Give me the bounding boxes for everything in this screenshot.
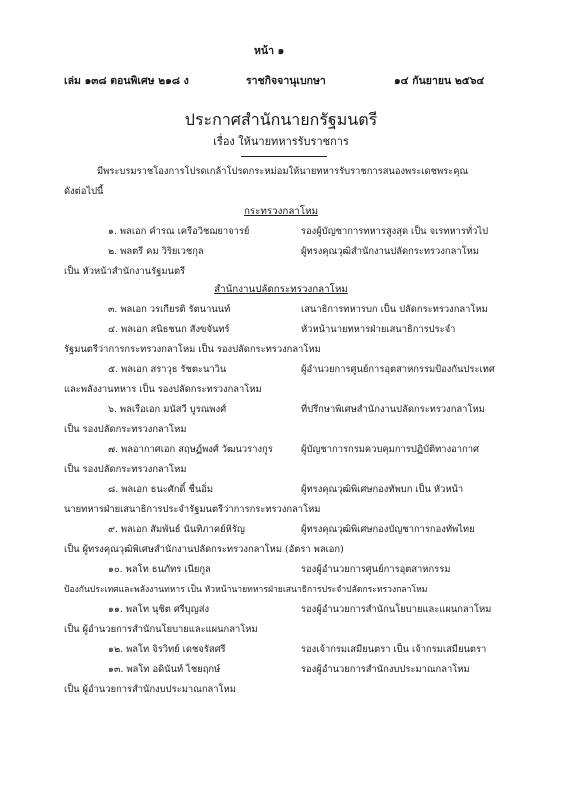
officer-position: รองผู้บัญชาการทหารสูงสุด เป็น จเรทหารทั่วไป [301, 226, 489, 237]
officer-position: ผู้บัญชาการกรมควบคุมการปฏิบัติทางอากาศ [301, 444, 479, 455]
officer-name: ๓. พลเอก วรเกียรติ รัตนานนท์ [108, 304, 231, 315]
volume-info: เล่ม ๑๓๘ ตอนพิเศษ ๒๑๘ ง [64, 75, 189, 87]
officer-position: ที่ปรึกษาพิเศษสำนักงานปลัดกระทรวงกลาโหม [301, 404, 485, 415]
officer-position-continuation: เป็น รองปลัดกระทรวงกลาโหม [64, 424, 187, 435]
list-item [64, 602, 501, 622]
officer-position: รองผู้อำนวยการสำนักงบประมาณกลาโหม [301, 664, 470, 675]
officer-name: ๑. พลเอก คำรณ เครือวิชฌยาจารย์ [108, 226, 250, 237]
officer-name: ๔. พลเอก สนิธชนก สังขจันทร์ [108, 324, 230, 335]
officer-position: หัวหน้านายทหารฝ่ายเสนาธิการประจำ [301, 324, 456, 335]
officer-name: ๑๒. พลโท จิรวิทย์ เดชจรัสศรี [108, 644, 226, 655]
title-divider [241, 156, 327, 157]
officer-name: ๕. พลเอก สราวุธ รัชตะนาวิน [108, 364, 227, 375]
officer-position-continuation: เป็น รองปลัดกระทรวงกลาโหม [64, 464, 187, 475]
list-item [64, 562, 501, 582]
list-item [64, 224, 501, 244]
list-item [64, 322, 501, 342]
officer-position-continuation: เป็น ผู้อำนวยการสำนักงบประมาณกลาโหม [64, 684, 236, 695]
section-heading-office: สำนักงานปลัดกระทรวงกลาโหม [214, 284, 348, 295]
officer-name: ๑๑. พลโท นุชิต ศรีบุญส่ง [108, 604, 210, 615]
officer-position: รองเจ้ากรมเสมียนตรา เป็น เจ้ากรมเสมียนตรา [301, 644, 487, 655]
publish-date: ๑๔ กันยายน ๒๕๖๔ [394, 75, 485, 87]
officer-position-continuation: รัฐมนตรีว่าการกระทรวงกลาโหม เป็น รองปลัดกระทรวงกลาโหม [64, 344, 321, 355]
officer-position: เสนาธิการทหารบก เป็น ปลัดกระทรวงกลาโหม [301, 304, 488, 315]
officer-name: ๘. พลเอก ธนะศักดิ์ ชื่นอิ่ม [108, 484, 214, 495]
officer-position: รองผู้อำนวยการศูนย์การอุตสาหกรรม [301, 564, 451, 575]
officer-name: ๒. พลตรี คม วิริยเวชกุล [108, 246, 204, 257]
section-heading-ministry: กระทรวงกลาโหม [243, 206, 319, 217]
list-item [64, 362, 501, 382]
list-item [64, 244, 501, 264]
officer-position-continuation: เป็น ผู้อำนวยการสำนักนโยบายและแผนกลาโหม [64, 624, 258, 635]
officer-name: ๑๐. พลโท ธนภัทร เนียกูล [108, 564, 211, 575]
announcement-subject: เรื่อง ให้นายทหารรับราชการ [213, 135, 349, 148]
list-item [64, 482, 501, 502]
officer-position-continuation: นายทหารฝ่ายเสนาธิการประจำรัฐมนตรีว่าการกระทรวงกลาโหม [64, 504, 321, 515]
officer-position: ผู้ทรงคุณวุฒิพิเศษกองบัญชาการกองทัพไทย [301, 524, 475, 535]
list-item [64, 302, 501, 322]
officer-name: ๖. พลเรือเอก มนัสวี บูรณพงศ์ [108, 404, 227, 415]
intro-line-1: มีพระบรมราชโองการโปรดเกล้าโปรดกระหม่อมให้นายทหารรับราชการสนองพระเดชพระคุณ [97, 166, 469, 177]
list-item [64, 402, 501, 422]
intro-line-2: ดังต่อไปนี้ [64, 186, 104, 197]
announcement-title: ประกาศสำนักนายกรัฐมนตรี [184, 110, 378, 129]
officer-position: ผู้ทรงคุณวุฒิพิเศษกองทัพบก เป็น หัวหน้า [301, 484, 464, 495]
officer-position-continuation: ป้องกันประเทศและพลังงานทหาร เป็น หัวหน้านายทหารฝ่ายเสนาธิการประจำปลัดกระทรวงกลาโหม [64, 585, 428, 595]
officer-name: ๙. พลเอก สัมพันธ์ นันทิภาคย์หิรัญ [108, 524, 245, 535]
list-item [64, 662, 501, 682]
list-item [64, 442, 501, 462]
officer-position: รองผู้อำนวยการสำนักนโยบายและแผนกลาโหม [301, 604, 492, 615]
officer-position-continuation: เป็น ผู้ทรงคุณวุฒิพิเศษสำนักงานปลัดกระทรวงกลาโหม (อัตรา พลเอก) [64, 544, 344, 555]
list-item [64, 522, 501, 542]
officer-name: ๗. พลอากาศเอก สฤษฏ์พงศ์ วัฒนวรางกูร [108, 444, 273, 455]
officer-position: ผู้ทรงคุณวุฒิสำนักงานปลัดกระทรวงกลาโหม [301, 246, 479, 257]
officer-name: ๑๓. พลโท อดินันท์ ไชยฤกษ์ [108, 664, 221, 675]
list-item [64, 642, 501, 662]
officer-position-continuation: เป็น หัวหน้าสำนักงานรัฐมนตรี [64, 266, 186, 277]
officer-position: ผู้อำนวยการศูนย์การอุตสาหกรรมป้องกันประเทศ [301, 364, 495, 375]
officer-position-continuation: และพลังงานทหาร เป็น รองปลัดกระทรวงกลาโหม [64, 384, 262, 395]
gazette-name: ราชกิจจานุเบกษา [246, 75, 326, 87]
page-number: หน้า ๑ [254, 45, 285, 57]
